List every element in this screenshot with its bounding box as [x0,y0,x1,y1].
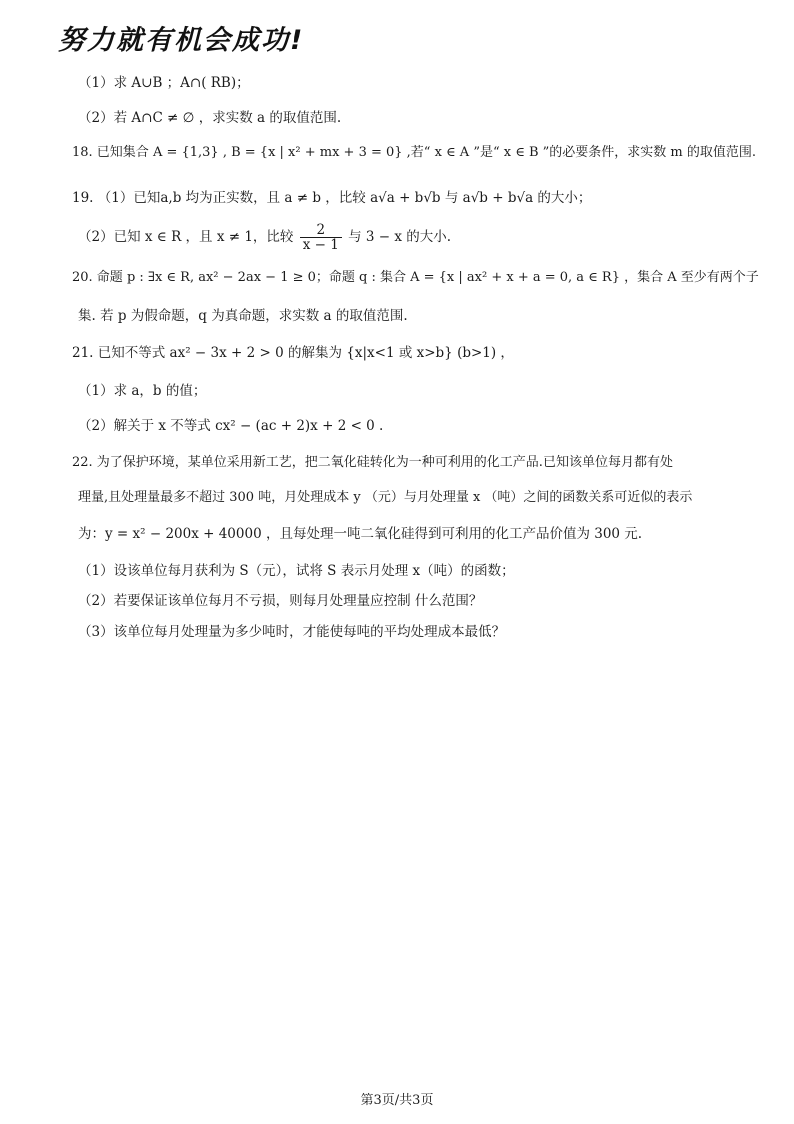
question-20: 20. 命题 p : ∃x ∈ R, ax² − 2ax − 1 ≥ 0；命题 q : 集合 A = {x | ax² + x + a = 0, a ∈ R} ，集合 A 至少有两个子 [72,270,759,285]
question-line: 集. 若 p 为假命题，q 为真命题，求实数 a 的取值范围. [78,308,408,324]
fraction [300,223,342,252]
fraction-numerator: 2 [300,223,342,238]
question-line: （2）若 A∩C ≠ ∅ ，求实数 a 的取值范围. [78,110,342,126]
question-line: （1）求 a，b 的值； [78,383,207,399]
question-line: （1）求 A∪B ；A∩( RB)； [78,75,250,91]
fraction-denominator: x − 1 [302,237,339,253]
question-line: （1）设该单位每月获利为 S（元），试将 S 表示月处理 x（吨）的函数； [78,563,515,579]
question-22: 22. 为了保护环境，某单位采用新工艺，把二氧化硅转化为一种可利用的化工产品.已知该单位每月都有处 [72,455,673,470]
question-21: 21. 已知不等式 ax² − 3x + 2 > 0 的解集为 {x|x<1 或 x>b} (b>1) ， [72,345,514,361]
question-line: （2）解关于 x 不等式 cx² − (ac + 2)x + 2 < 0 . [78,418,384,434]
question-line: 理量,且处理量最多不超过 300 吨，月处理成本 y （元）与月处理量 x （吨）之间的函数关系可近似的表示 [78,490,693,505]
page-motto: 努力就有机会成功! [58,25,305,56]
question-text: 与 3 − x 的大小. [348,229,452,245]
question-text: （2）已知 x ∈ R ，且 x ≠ 1，比较 [78,229,294,245]
question-19: 19. （1）已知a,b 均为正实数，且 a ≠ b ，比较 a√a + b√b 与 a√b + b√a 的大小； [72,190,592,206]
question-line: 为：y = x² − 200x + 40000 ，且每处理一吨二氧化硅得到可利用的化工产品价值为 300 元. [78,526,643,542]
question-19-part-2 [78,223,758,252]
question-18: 18. 已知集合 A = {1,3} , B = {x | x² + mx + 3 = 0} ,若“ x ∈ A ”是“ x ∈ B ”的必要条件，求实数 m 的取值范围. [72,145,757,160]
question-line: （2）若要保证该单位每月不亏损，则每月处理量应控制 什么范围？ [78,593,483,609]
question-line: （3）该单位每月处理量为多少吨时，才能使每吨的平均处理成本最低？ [78,624,506,640]
page-number: 第3页/共3页 [360,1093,434,1108]
